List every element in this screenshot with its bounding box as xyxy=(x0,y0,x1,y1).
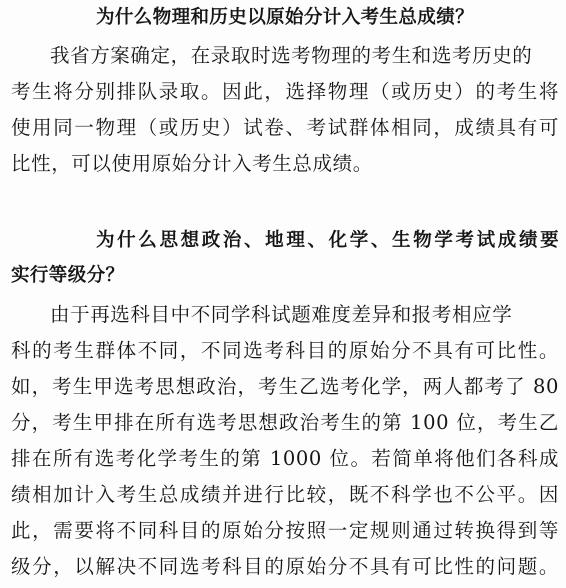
section2-paragraph-line: 科的考生群体不同，不同选考科目的原始分不具有可比性。 xyxy=(11,339,559,362)
section1-paragraph-line: 使用同一物理（或历史）试卷、考试群体相同，成绩具有可 xyxy=(11,116,559,139)
section2-paragraph-line: 绩相加计入考生总成绩并进行比较，既不科学也不公平。因 xyxy=(11,483,559,506)
section2-paragraph-line: 级分，以解决不同选考科目的原始分不具有可比性的问题。 xyxy=(11,555,559,578)
section2-paragraph-line: 如，考生甲选考思想政治，考生乙选考化学，两人都考了 80 xyxy=(11,375,559,398)
section1-heading: 为什么物理和历史以原始分计入考生总成绩？ xyxy=(96,7,475,28)
section2-paragraph-line: 分，考生甲排在所有选考思想政治考生的第 100 位，考生乙 xyxy=(11,411,559,434)
section1-paragraph-line: 考生将分别排队录取。因此，选择物理（或历史）的考生将 xyxy=(11,80,559,103)
section2-heading: 为什么思想政治、地理、化学、生物学考试成绩要 xyxy=(96,230,559,251)
section1-paragraph-line: 比性，可以使用原始分计入考生总成绩。 xyxy=(11,152,373,175)
section2-paragraph-line: 此，需要将不同科目的原始分按照一定规则通过转换得到等 xyxy=(11,519,559,542)
section2-paragraph-line: 由于再选科目中不同学科试题难度差异和报考相应学 xyxy=(50,303,513,326)
section2-paragraph-line: 排在所有选考化学考生的第 1000 位。若简单将他们各科成 xyxy=(11,447,559,470)
section1-paragraph-line: 我省方案确定，在录取时选考物理的考生和选考历史的 xyxy=(50,44,533,67)
section2-heading-continuation: 实行等级分？ xyxy=(11,265,125,286)
